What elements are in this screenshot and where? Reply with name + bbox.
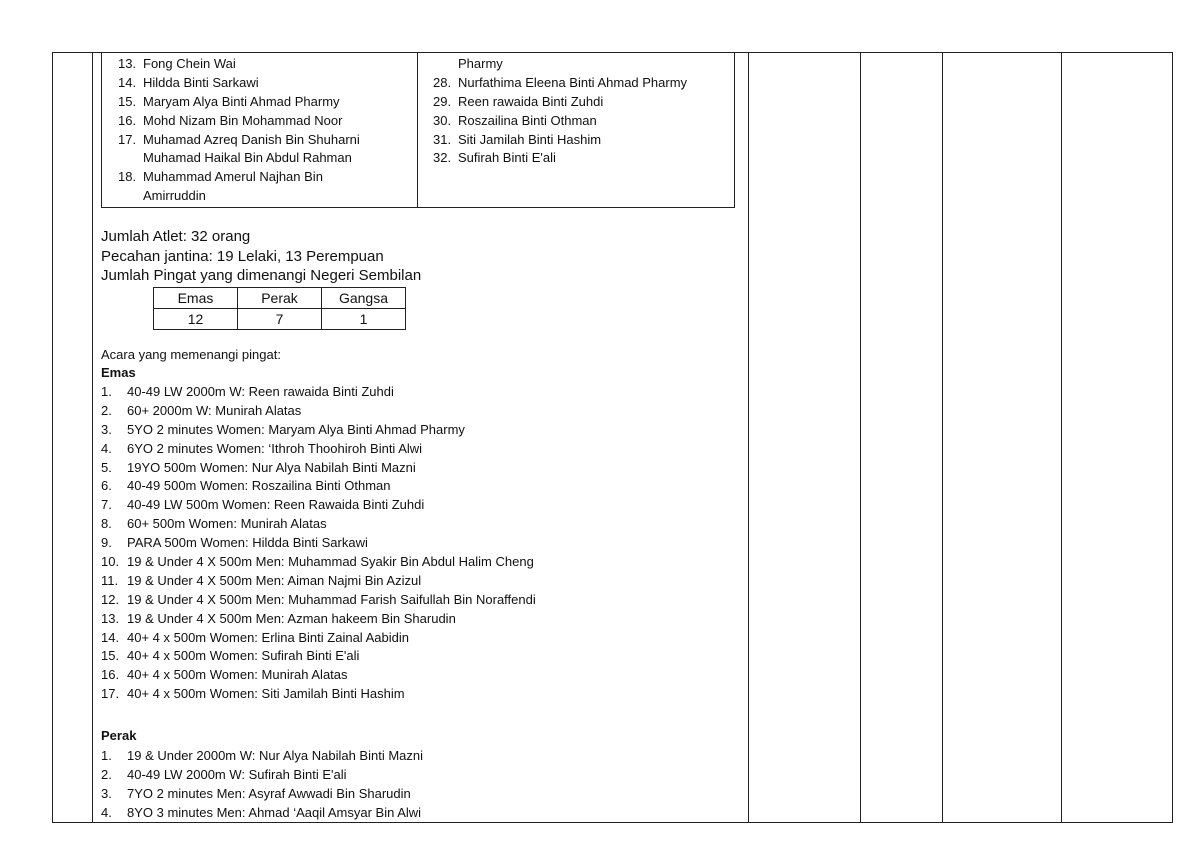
total-athletes-text: Jumlah Atlet: 32 orang xyxy=(101,228,251,245)
gold-event-item: 9. PARA 500m Women: Hildda Binti Sarkawi xyxy=(101,535,368,551)
medal-table-header-row xyxy=(154,288,406,309)
gold-event-list xyxy=(101,383,741,704)
medal-value-bronze: 1 xyxy=(322,309,406,330)
gold-event-item: 3. 5YO 2 minutes Women: Maryam Alya Binti Ahmad Pharmy xyxy=(101,421,465,437)
athlete-item: 18. Muhammad Amerul Najhan Bin xyxy=(118,169,323,185)
gold-event-item: 15. 40+ 4 x 500m Women: Sufirah Binti E'ali xyxy=(101,648,360,664)
gold-event-item: 8. 60+ 500m Women: Munirah Alatas xyxy=(101,516,327,532)
medal-header-silver: Perak xyxy=(238,288,322,309)
gold-event-item: 1. 40-49 LW 2000m W: Reen rawaida Binti Zuhdi xyxy=(101,384,394,399)
athlete-item: 30. Roszailina Binti Othman xyxy=(433,112,597,128)
athlete-item: Muhamad Haikal Bin Abdul Rahman xyxy=(143,150,352,166)
athlete-list-divider xyxy=(417,53,418,208)
athlete-item: 16. Mohd Nizam Bin Mohammad Noor xyxy=(118,112,343,128)
athlete-item: 29. Reen rawaida Binti Zuhdi xyxy=(433,93,604,109)
table-col-line xyxy=(748,52,749,823)
events-intro: Acara yang memenangi pingat: xyxy=(101,347,281,362)
gold-event-item: 17. 40+ 4 x 500m Women: Siti Jamilah Binti Hashim xyxy=(101,686,405,702)
table-col-line xyxy=(92,52,93,823)
table-col-line xyxy=(52,52,53,823)
gold-event-item: 2. 60+ 2000m W: Munirah Alatas xyxy=(101,402,302,418)
silver-event-list xyxy=(101,747,741,823)
athlete-list-right xyxy=(433,55,728,168)
table-col-line xyxy=(1061,52,1062,823)
gold-event-item: 14. 40+ 4 x 500m Women: Erlina Binti Zainal Aabidin xyxy=(101,629,409,645)
athlete-item: Pharmy xyxy=(458,56,503,71)
gold-event-item: 11. 19 & Under 4 X 500m Men: Aiman Najmi Bin Azizul xyxy=(101,572,422,588)
gold-event-item: 12. 19 & Under 4 X 500m Men: Muhammad Farish Saifullah Bin Noraffendi xyxy=(101,591,536,607)
athlete-item: Amirruddin xyxy=(143,188,206,204)
gold-section-title: Emas xyxy=(101,365,136,380)
athlete-item: 13. Fong Chein Wai xyxy=(118,56,236,71)
silver-event-item: 2. 40-49 LW 2000m W: Sufirah Binti E'ali xyxy=(101,766,347,782)
gender-split-text: Pecahan jantina: 19 Lelaki, 13 Perempuan xyxy=(101,247,384,265)
medal-table-value-row xyxy=(154,309,406,330)
summary-block xyxy=(101,227,421,286)
athlete-item: 17. Muhamad Azreq Danish Bin Shuharni xyxy=(118,131,360,147)
gold-event-item: 5. 19YO 500m Women: Nur Alya Nabilah Binti Mazni xyxy=(101,459,416,475)
gold-event-item: 13. 19 & Under 4 X 500m Men: Azman hakeem Bin Sharudin xyxy=(101,610,456,626)
silver-event-item: 3. 7YO 2 minutes Men: Asyraf Awwadi Bin Sharudin xyxy=(101,785,411,801)
athlete-item: 31. Siti Jamilah Binti Hashim xyxy=(433,131,602,147)
athlete-item: 28. Nurfathima Eleena Binti Ahmad Pharmy xyxy=(433,74,688,90)
silver-event-item: 1. 19 & Under 2000m W: Nur Alya Nabilah Binti Mazni xyxy=(101,748,424,763)
gold-event-item: 16. 40+ 4 x 500m Women: Munirah Alatas xyxy=(101,667,348,683)
gold-event-item: 7. 40-49 LW 500m Women: Reen Rawaida Binti Zuhdi xyxy=(101,497,425,513)
athlete-list-left xyxy=(118,55,413,206)
medal-value-silver: 7 xyxy=(238,309,322,330)
medal-header-bronze: Gangsa xyxy=(322,288,406,309)
table-col-line xyxy=(860,52,861,823)
athlete-item: 32. Sufirah Binti E'ali xyxy=(433,150,556,166)
medal-count-table xyxy=(153,287,406,330)
silver-section-title: Perak xyxy=(101,728,137,743)
table-col-line xyxy=(1172,52,1173,823)
gold-event-item: 6. 40-49 500m Women: Roszailina Binti Othman xyxy=(101,478,391,494)
athlete-item: 15. Maryam Alya Binti Ahmad Pharmy xyxy=(118,93,340,109)
gold-event-item: 10. 19 & Under 4 X 500m Men: Muhammad Syakir Bin Abdul Halim Cheng xyxy=(101,554,534,570)
medal-header-gold: Emas xyxy=(154,288,238,309)
gold-event-item: 4. 6YO 2 minutes Women: ‘Ithroh Thoohiroh Binti Alwi xyxy=(101,440,423,456)
silver-event-item: 4. 8YO 3 minutes Men: Ahmad ‘Aaqil Amsyar Bin Alwi xyxy=(101,804,422,820)
medal-heading-text: Jumlah Pingat yang dimenangi Negeri Sembilan xyxy=(101,267,422,284)
table-col-line xyxy=(942,52,943,823)
medal-value-gold: 12 xyxy=(154,309,238,330)
athlete-item: 14. Hildda Binti Sarkawi xyxy=(118,74,259,90)
